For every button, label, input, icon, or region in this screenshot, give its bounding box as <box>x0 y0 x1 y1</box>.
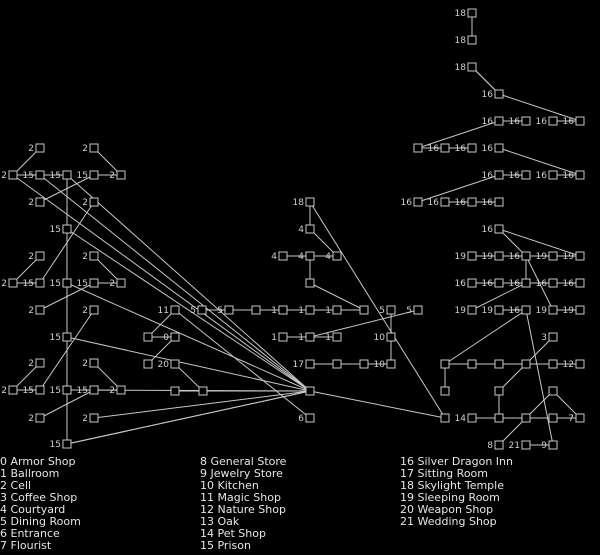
room-type-label: 16 <box>400 198 412 208</box>
room-type-label: 5 <box>217 306 223 316</box>
room-node[interactable] <box>401 198 422 208</box>
room-node[interactable] <box>482 117 503 127</box>
room-type-label: 2 <box>28 144 34 154</box>
room-node[interactable] <box>77 279 98 289</box>
legend-entry: 14 Pet Shop <box>200 527 266 540</box>
room-type-label: 2 <box>82 414 88 424</box>
room-node[interactable] <box>23 386 44 396</box>
room-type-label: 15 <box>76 279 88 289</box>
room-type-label: 5 <box>190 306 196 316</box>
room-node[interactable] <box>374 333 395 343</box>
room-node[interactable] <box>522 414 530 422</box>
room-type-label: 16 <box>481 198 493 208</box>
connection-line <box>175 310 310 418</box>
room-type-label: 16 <box>535 171 547 181</box>
room-type-label: 1 <box>271 333 277 343</box>
legend-entry: 8 General Store <box>200 455 287 468</box>
room-node[interactable] <box>298 252 314 262</box>
room-type-label: 16 <box>535 279 547 289</box>
room-node[interactable] <box>217 306 233 316</box>
room-node[interactable] <box>77 386 98 396</box>
room-node[interactable] <box>306 279 314 287</box>
room-type-label: 18 <box>454 9 466 19</box>
connection-line <box>67 391 310 444</box>
room-type-label: 16 <box>535 117 547 127</box>
room-node[interactable] <box>495 387 503 395</box>
room-type-label: 2 <box>82 306 88 316</box>
room-type-label: 16 <box>562 117 574 127</box>
room-node[interactable] <box>482 306 503 316</box>
room-node[interactable] <box>1 171 17 181</box>
room-node[interactable] <box>1 279 17 289</box>
room-node[interactable] <box>482 90 503 100</box>
room-node[interactable] <box>190 306 206 316</box>
room-type-label: 20 <box>157 360 169 370</box>
room-type-label: 2 <box>109 279 115 289</box>
room-type-label: 1 <box>298 306 304 316</box>
room-type-label: 2 <box>28 252 34 262</box>
room-node[interactable] <box>77 171 98 181</box>
room-node[interactable] <box>495 360 503 368</box>
room-node[interactable] <box>325 306 341 316</box>
room-type-label: 1 <box>298 333 304 343</box>
room-type-label: 0 <box>163 333 169 343</box>
room-type-label: 15 <box>49 225 61 235</box>
room-node[interactable] <box>509 171 530 181</box>
room-node[interactable] <box>563 306 584 316</box>
room-node[interactable] <box>522 360 530 368</box>
room-type-label: 2 <box>109 386 115 396</box>
room-type-label: 16 <box>454 279 466 289</box>
room-type-label: 9 <box>541 441 547 451</box>
legend-entry: 10 Kitchen <box>200 479 259 492</box>
room-type-label: 16 <box>454 198 466 208</box>
room-type-label: 15 <box>49 171 61 181</box>
room-type-label: 16 <box>508 252 520 262</box>
room-type-label: 1 <box>325 333 331 343</box>
legend-entry: 9 Jewelry Store <box>200 467 283 480</box>
room-type-label: 18 <box>292 198 304 208</box>
connection-line <box>310 391 445 418</box>
room-node[interactable] <box>82 144 98 154</box>
room-type-label: 2 <box>82 198 88 208</box>
room-node[interactable] <box>23 279 44 289</box>
room-node[interactable] <box>455 63 476 73</box>
room-node[interactable] <box>455 414 476 424</box>
room-type-label: 2 <box>109 171 115 181</box>
room-node[interactable] <box>406 306 422 316</box>
room-type-label: 4 <box>298 225 304 235</box>
room-node[interactable] <box>441 360 449 368</box>
room-type-label: 16 <box>481 279 493 289</box>
room-node[interactable] <box>428 198 449 208</box>
room-node[interactable] <box>82 359 98 369</box>
room-type-label: 19 <box>535 306 547 316</box>
room-node[interactable] <box>82 306 98 316</box>
room-node[interactable] <box>325 252 341 262</box>
room-node[interactable] <box>1 386 17 396</box>
room-type-label: 15 <box>49 386 61 396</box>
room-type-label: 21 <box>508 441 520 451</box>
room-node[interactable] <box>455 252 476 262</box>
room-node[interactable] <box>509 252 530 262</box>
room-node[interactable] <box>50 440 71 450</box>
room-type-label: 19 <box>454 252 466 262</box>
room-node[interactable] <box>563 171 584 181</box>
room-type-label: 16 <box>454 144 466 154</box>
legend-entry: 15 Prison <box>200 539 251 552</box>
room-type-label: 12 <box>562 360 574 370</box>
room-type-label: 15 <box>22 171 34 181</box>
room-node[interactable] <box>325 333 341 343</box>
room-node[interactable] <box>482 279 503 289</box>
room-type-label: 3 <box>541 333 547 343</box>
room-type-label: 16 <box>481 171 493 181</box>
room-type-label: 16 <box>562 171 574 181</box>
legend-entry: 11 Magic Shop <box>200 491 281 504</box>
room-type-label: 15 <box>49 440 61 450</box>
legend-entry: 16 Silver Dragon Inn <box>400 455 513 468</box>
room-node[interactable] <box>109 171 125 181</box>
room-node[interactable] <box>360 360 368 368</box>
room-node[interactable] <box>374 360 395 370</box>
room-node[interactable] <box>455 306 476 316</box>
room-node[interactable] <box>541 333 557 343</box>
legend-entry: 21 Wedding Shop <box>400 515 497 528</box>
legend-entry: 3 Coffee Shop <box>0 491 78 504</box>
connection-line <box>445 310 526 364</box>
room-node[interactable] <box>50 171 71 181</box>
room-node[interactable] <box>28 252 44 262</box>
room-type-label: 2 <box>1 279 7 289</box>
room-type-label: 16 <box>481 225 493 235</box>
room-type-label: 10 <box>373 333 385 343</box>
room-type-label: 8 <box>487 441 493 451</box>
room-type-label: 15 <box>76 386 88 396</box>
room-node[interactable] <box>293 198 314 208</box>
room-type-label: 2 <box>1 386 7 396</box>
room-type-label: 5 <box>379 306 385 316</box>
legend-entry: 1 Ballroom <box>0 467 60 480</box>
legend-column-1 <box>0 456 81 552</box>
room-node[interactable] <box>158 306 179 316</box>
room-type-label: 16 <box>427 144 439 154</box>
room-type-label: 15 <box>49 333 61 343</box>
room-node[interactable] <box>536 171 557 181</box>
room-node[interactable] <box>495 414 503 422</box>
legend-column-3 <box>400 456 513 528</box>
room-type-label: 19 <box>562 252 574 262</box>
room-type-label: 10 <box>373 360 385 370</box>
room-type-label: 19 <box>535 252 547 262</box>
room-type-label: 11 <box>157 306 169 316</box>
room-node[interactable] <box>414 144 422 152</box>
room-type-label: 16 <box>481 90 493 100</box>
legend-entry: 5 Dining Room <box>0 515 81 528</box>
room-node[interactable] <box>144 360 152 368</box>
room-node[interactable] <box>468 360 476 368</box>
room-node[interactable] <box>441 414 449 422</box>
room-node[interactable] <box>82 414 98 424</box>
room-node[interactable] <box>28 198 44 208</box>
room-node[interactable] <box>171 387 179 395</box>
legend-entry: 12 Nature Shop <box>200 503 286 516</box>
room-node[interactable] <box>163 333 179 343</box>
room-type-label: 1 <box>325 306 331 316</box>
room-node[interactable] <box>563 279 584 289</box>
room-node[interactable] <box>509 441 530 451</box>
room-node[interactable] <box>482 144 503 154</box>
room-type-label: 2 <box>1 171 7 181</box>
room-type-label: 16 <box>481 144 493 154</box>
room-node[interactable] <box>271 306 287 316</box>
room-type-label: 14 <box>454 414 466 424</box>
room-type-label: 19 <box>481 306 493 316</box>
room-node[interactable] <box>298 333 314 343</box>
room-node[interactable] <box>28 144 44 154</box>
room-node[interactable] <box>487 441 503 451</box>
room-node[interactable] <box>28 414 44 424</box>
room-type-label: 18 <box>454 36 466 46</box>
room-type-label: 16 <box>481 117 493 127</box>
room-node[interactable] <box>271 333 287 343</box>
room-node[interactable] <box>455 279 476 289</box>
legend-entry: 19 Sleeping Room <box>400 491 500 504</box>
room-type-label: 4 <box>298 252 304 262</box>
room-node[interactable] <box>509 117 530 127</box>
room-type-label: 2 <box>28 359 34 369</box>
room-node[interactable] <box>541 441 557 451</box>
room-type-label: 19 <box>481 252 493 262</box>
room-node[interactable] <box>563 252 584 262</box>
room-type-label: 15 <box>49 279 61 289</box>
room-node[interactable] <box>482 225 503 235</box>
room-node[interactable] <box>82 252 98 262</box>
legend-entry: 6 Entrance <box>0 527 60 540</box>
room-node[interactable] <box>23 171 44 181</box>
legend-entry: 2 Cell <box>0 479 32 492</box>
room-node[interactable] <box>482 252 503 262</box>
legend-entry: 7 Flourist <box>0 539 52 552</box>
room-node[interactable] <box>563 360 584 370</box>
room-type-label: 19 <box>562 306 574 316</box>
room-node[interactable] <box>509 306 530 316</box>
room-type-label: 17 <box>292 360 304 370</box>
room-node[interactable] <box>482 198 503 208</box>
legend-entry: 4 Courtyard <box>0 503 66 516</box>
room-node[interactable] <box>50 333 71 343</box>
room-node[interactable] <box>455 198 476 208</box>
room-type-label: 15 <box>22 279 34 289</box>
legend-entry: 13 Oak <box>200 515 240 528</box>
room-node[interactable] <box>144 333 152 341</box>
room-type-label: 15 <box>22 386 34 396</box>
room-node[interactable] <box>28 359 44 369</box>
room-node[interactable] <box>293 360 314 370</box>
room-node[interactable] <box>50 279 71 289</box>
legend-entry: 20 Weapon Shop <box>400 503 494 516</box>
room-type-label: 16 <box>508 117 520 127</box>
legend-entry: 17 Sitting Room <box>400 467 488 480</box>
room-node[interactable] <box>536 252 557 262</box>
room-node[interactable] <box>50 225 71 235</box>
room-node[interactable] <box>50 386 71 396</box>
room-node[interactable] <box>482 171 503 181</box>
room-node[interactable] <box>428 144 449 154</box>
room-type-label: 16 <box>562 279 574 289</box>
legend-entry: 18 Skylight Temple <box>400 479 504 492</box>
room-node[interactable] <box>306 387 314 395</box>
room-type-label: 6 <box>298 414 304 424</box>
room-type-label: 16 <box>508 279 520 289</box>
room-type-label: 1 <box>271 306 277 316</box>
room-type-label: 2 <box>28 198 34 208</box>
room-node[interactable] <box>158 360 179 370</box>
room-node[interactable] <box>199 387 207 395</box>
room-node[interactable] <box>455 144 476 154</box>
room-type-label: 16 <box>508 306 520 316</box>
room-node[interactable] <box>109 386 125 396</box>
room-node[interactable] <box>333 360 341 368</box>
room-type-label: 2 <box>28 414 34 424</box>
room-node[interactable] <box>252 306 260 314</box>
legend-entry: 0 Armor Shop <box>0 455 76 468</box>
room-node[interactable] <box>298 306 314 316</box>
room-type-label: 19 <box>454 306 466 316</box>
connection-line <box>526 310 553 445</box>
room-node[interactable] <box>536 279 557 289</box>
room-node[interactable] <box>536 117 557 127</box>
room-node[interactable] <box>109 279 125 289</box>
room-node[interactable] <box>298 225 314 235</box>
room-node[interactable] <box>509 279 530 289</box>
room-node[interactable] <box>563 117 584 127</box>
room-node[interactable] <box>360 306 368 314</box>
room-node[interactable] <box>271 252 287 262</box>
room-node[interactable] <box>455 9 476 19</box>
room-node[interactable] <box>455 36 476 46</box>
room-node[interactable] <box>568 414 584 424</box>
room-node[interactable] <box>549 387 557 395</box>
room-node[interactable] <box>28 306 44 316</box>
room-node[interactable] <box>298 414 314 424</box>
room-node[interactable] <box>379 306 395 316</box>
room-type-label: 7 <box>568 414 574 424</box>
room-node[interactable] <box>82 198 98 208</box>
legend-column-2 <box>200 456 286 552</box>
room-node[interactable] <box>549 360 557 368</box>
legend <box>0 456 600 555</box>
room-type-label: 16 <box>508 171 520 181</box>
room-node[interactable] <box>441 387 449 395</box>
room-type-label: 5 <box>406 306 412 316</box>
room-type-label: 4 <box>325 252 331 262</box>
room-type-label: 2 <box>28 306 34 316</box>
room-type-label: 16 <box>427 198 439 208</box>
room-type-label: 2 <box>82 144 88 154</box>
room-type-label: 2 <box>82 252 88 262</box>
room-type-label: 4 <box>271 252 277 262</box>
room-node[interactable] <box>536 306 557 316</box>
room-type-label: 18 <box>454 63 466 73</box>
room-type-label: 2 <box>82 359 88 369</box>
room-node[interactable] <box>549 414 557 422</box>
room-type-label: 15 <box>76 171 88 181</box>
